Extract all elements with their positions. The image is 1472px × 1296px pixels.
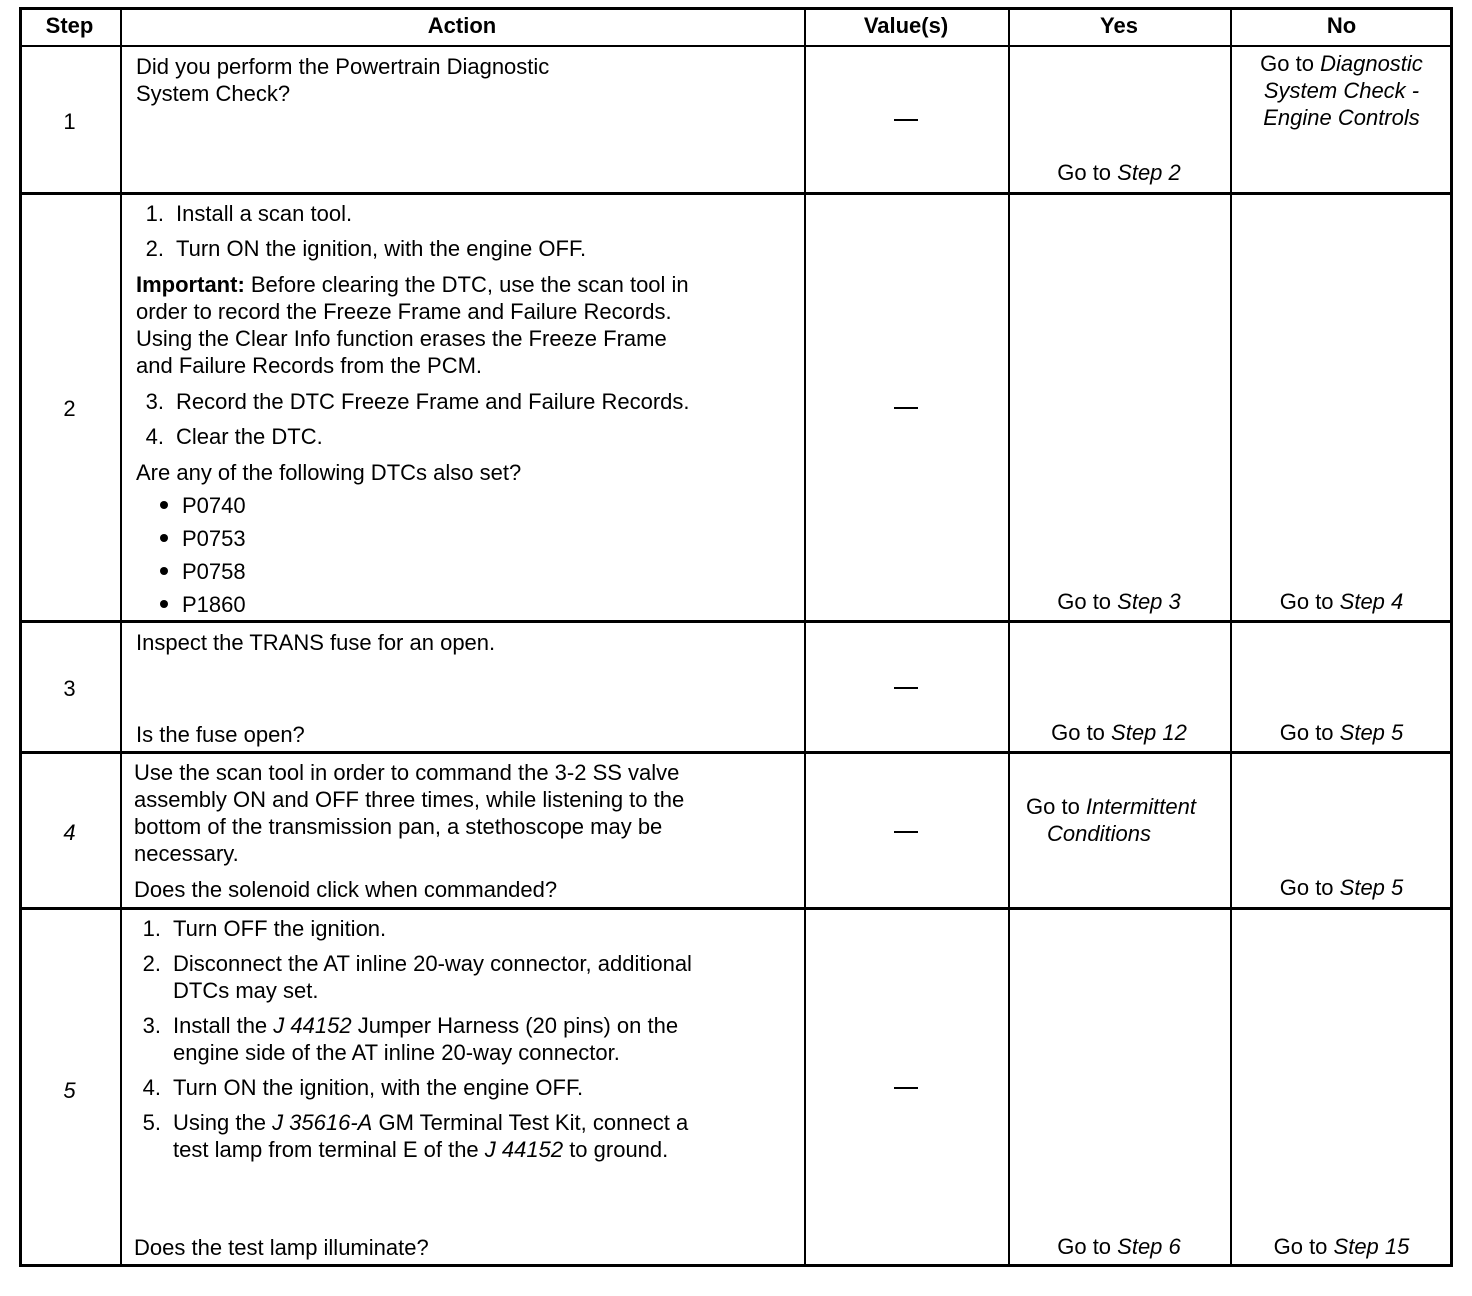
- no-link[interactable]: Go to Step 4: [1279, 589, 1404, 614]
- value-dash: [894, 831, 918, 833]
- yes-link[interactable]: Go to Intermittent Conditions: [1026, 794, 1196, 846]
- header-step: Step: [45, 13, 94, 38]
- col-divider: [1008, 7, 1010, 1267]
- bullet-icon: [160, 501, 168, 509]
- bullet-icon: [160, 534, 168, 542]
- bullet-icon: [160, 567, 168, 575]
- action-line: necessary.: [134, 841, 239, 866]
- dtc-bullet-list: P0740 P0753 P0758 P1860: [160, 492, 246, 624]
- yes-link[interactable]: Go to Step 3: [1057, 589, 1181, 614]
- header-no: No: [1326, 13, 1357, 38]
- important-note: Important: Before clearing the DTC, use the scan tool in order to record the Freeze Frame and Failure Records. Using the Clear Info function erases the Freeze Frame and Failure Records from the PCM.: [136, 272, 689, 378]
- action-line: System Check?: [136, 81, 291, 106]
- question-text: Does the test lamp illuminate?: [134, 1235, 429, 1260]
- header-yes: Yes: [1100, 13, 1138, 38]
- col-divider: [804, 7, 806, 1267]
- yes-link[interactable]: Go to Step 6: [1057, 1234, 1181, 1259]
- bullet-icon: [160, 600, 168, 608]
- value-dash: [894, 687, 918, 689]
- action-list: 3. Record the DTC Freeze Frame and Failure Records. 4. Clear the DTC.: [145, 389, 690, 449]
- step-number: 4: [63, 820, 76, 845]
- row-divider: [19, 907, 1453, 910]
- row-divider: [19, 192, 1453, 195]
- step-number: 2: [63, 396, 76, 421]
- action-text: [134, 759, 684, 867]
- diagnostic-table: [19, 7, 1453, 1267]
- yes-link[interactable]: Go to Step 2: [1057, 160, 1181, 185]
- step-number: 5: [63, 1078, 76, 1103]
- action-line: Use the scan tool in order to command the 3-2 SS valve: [134, 760, 680, 785]
- value-dash: [894, 1087, 918, 1089]
- action-list: 1. Turn OFF the ignition. 2. Disconnect the AT inline 20-way connector, additional DTCs may set. 3. Install the J 44152 Jumper Harness (20 pins) on the engine side of the AT inline 20-way connector. 4. Turn ON the ignition, with the engine OFF. 5. Using the J 35616-A GM Terminal Test Kit, connect a test lamp from terminal E of the J 44152 to ground.: [142, 916, 692, 1162]
- action-text: Inspect the TRANS fuse for an open.: [136, 630, 496, 655]
- col-divider: [1230, 7, 1232, 1267]
- no-link[interactable]: Go to Step 5: [1279, 875, 1404, 900]
- question-text: Are any of the following DTCs also set?: [136, 460, 522, 485]
- action-line: assembly ON and OFF three times, while listening to the: [134, 787, 685, 812]
- row-divider: [19, 751, 1453, 754]
- action-line: bottom of the transmission pan, a stethoscope may be: [134, 814, 663, 839]
- step-number: 1: [63, 109, 76, 134]
- question-text: Does the solenoid click when commanded?: [134, 877, 558, 902]
- yes-link[interactable]: Go to Step 12: [1051, 720, 1187, 745]
- header-values: Value(s): [863, 13, 949, 38]
- action-list: 1. Install a scan tool. 2. Turn ON the ignition, with the engine OFF.: [145, 201, 587, 261]
- value-dash: [894, 407, 918, 409]
- step-number: 3: [63, 676, 76, 701]
- header-action: Action: [427, 13, 497, 38]
- col-divider: [120, 7, 122, 1267]
- row-divider: [19, 45, 1453, 47]
- value-dash: [894, 119, 918, 121]
- action-line: Did you perform the Powertrain Diagnostic: [136, 54, 550, 79]
- no-link[interactable]: Go to Diagnostic System Check - Engine Controls: [1260, 51, 1423, 130]
- question-text: Is the fuse open?: [136, 722, 305, 747]
- no-link[interactable]: Go to Step 15: [1273, 1234, 1410, 1259]
- no-link[interactable]: Go to Step 5: [1279, 720, 1404, 745]
- action-text: [136, 53, 549, 107]
